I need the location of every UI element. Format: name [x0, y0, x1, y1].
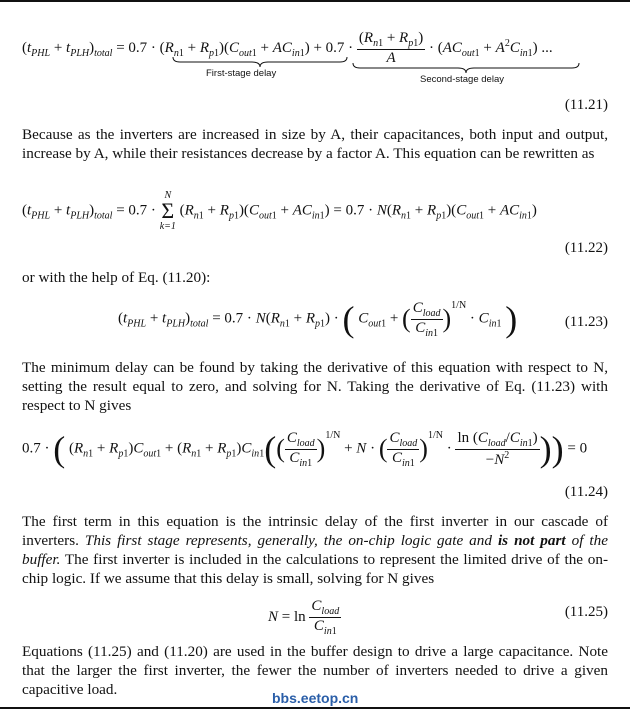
- watermark: bbs.eetop.cn: [272, 690, 359, 706]
- paragraph-4-part-f: The first inverter is included in the calculations to represent the limited drive of the on-chip logic. If we assume that this delay is small, solving for N gives: [22, 551, 608, 587]
- equation-11-25: N = ln $\frac{C_{load}}{C_{in1}}$: [268, 598, 340, 637]
- bottom-rule: [0, 707, 630, 709]
- paragraph-2: or with the help of Eq. (11.20):: [22, 269, 211, 286]
- equation-number-11-24: (11.24): [564, 484, 608, 500]
- paragraph-3: The minimum delay can be found by taking the derivative of this equation with respect to N, setting the result equal to zero, and solving for N. Taking the derivative of Eq. (11.23) with respect to N gives: [22, 359, 608, 414]
- top-rule: [0, 0, 630, 2]
- equation-number-11-23: (11.23): [564, 314, 608, 330]
- paragraph-4: [22, 512, 608, 588]
- equation-number-11-25: (11.25): [564, 604, 608, 620]
- paragraph-4-part-b: This first stage represents, generally, the on-chip logic gate and: [84, 532, 498, 549]
- paragraph-4-part-a: The first term in this equation is the intrinsic delay of the first inverter in our cascade of inverters.: [22, 513, 608, 549]
- equation-11-21: $(t_{PHL} + t_{PLH})_{total} = 0.7 \cdot (R_{n1} + R_{p1})(C_{out1} + AC_{in1}) + 0.7$ · $\frac{(R_{n1} + R_{p1})}{A}$ · $(AC_{out1} + A^2C_{in1})$ ...: [22, 30, 553, 66]
- equation-number-11-21: (11.21): [564, 97, 608, 113]
- equation-11-23: $(t_{PHL} + t_{PLH})_{total} = 0.7 \cdot N(R_{n1} + R_{p1})$ · ( $C_{out1}$ + ( $\frac{C_{load}}{C_{in1}}$ )$^{1/N} \cdot C_{in1}$ ): [118, 299, 518, 339]
- paragraph-4-part-d: of: [565, 532, 584, 549]
- equation-11-24: 0.7 · ( $(R_{n1} + R_{p1})C_{out1} + (R_{n1} + R_{p1})C_{in1}$(( $\frac{C_{load}}{C_{in1}}$ )$^{1/N}$ + N · ( $\frac{C_{load}}{C_{in1}}$ )$^{1/N}$ · $\frac{\ln (C_{load}/C_{in1})}{-N^2}$ )) = 0: [22, 429, 588, 469]
- equation-11-22: $(t_{PHL} + t_{PLH})_{total} = 0.7$ · N Σ k=1 $(R_{n1} + R_{p1})(C_{out1} + AC_{in1}) = 0.7 \cdot N(R_{n1} + R_{p1})(C_{out1} + AC_{in1})$: [22, 190, 537, 232]
- first-stage-brace: [172, 56, 348, 68]
- paragraph-4-part-e: the buffer.: [22, 532, 608, 568]
- second-stage-label: Second-stage delay: [420, 74, 504, 85]
- equation-number-11-22: (11.22): [564, 240, 608, 256]
- paragraph-5: Equations (11.25) and (11.20) are used in the buffer design to drive a large capacitance. Note that the larger the first inverter, the fewer the number of inverters needed to drive a given capacitive load.: [22, 643, 608, 698]
- paragraph-4-part-c: is not part: [497, 532, 566, 549]
- first-stage-label: First-stage delay: [206, 68, 277, 79]
- second-stage-brace: [352, 62, 580, 74]
- paragraph-1: Because as the inverters are increased in size by A, their capacitances, both input and output, increase by A, while their resistances decrease by a factor A. This equation can be rewritten as: [22, 126, 608, 162]
